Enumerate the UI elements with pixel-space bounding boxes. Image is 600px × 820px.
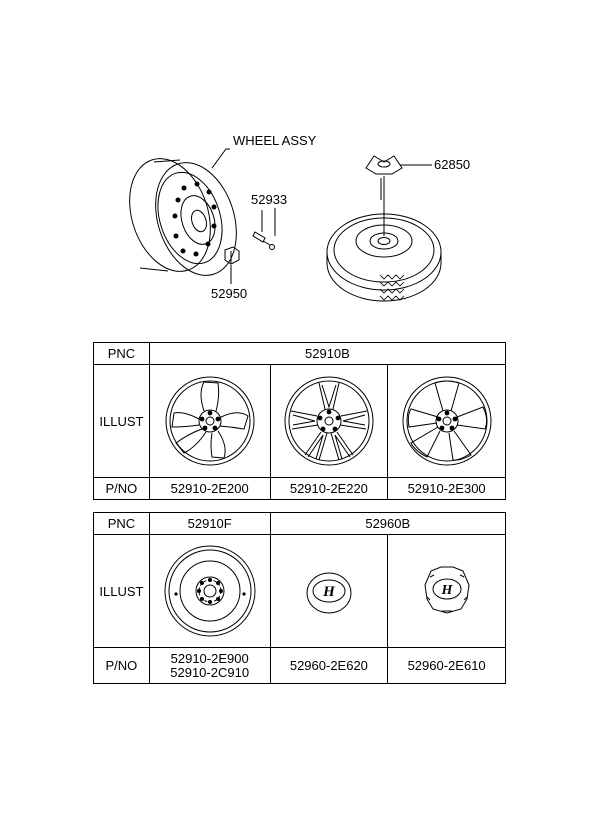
table-row [94,535,506,648]
part-number: 52910-2E900 [170,650,249,666]
illust-cell [270,365,388,478]
pnc-value: 52910F [149,513,270,535]
parts-table-52910f-52960b [93,512,506,684]
illust-header: ILLUST [94,365,150,478]
pno-header: P/NO [94,478,150,500]
table-row [94,365,506,478]
illust-cell [388,365,506,478]
illust-cell [388,535,506,648]
part-number: 52910-2C910 [170,664,250,680]
spare-tire-drawing [327,156,441,301]
center-cap-round-image [279,541,379,641]
steel-wheel-drawing [116,148,250,286]
part-number: 52960-2E610 [388,648,506,684]
illust-cell [149,535,270,648]
illust-header: ILLUST [94,535,150,648]
part-label-62850: 62850 [434,157,471,172]
part-number: 52910-2E220 [270,478,388,500]
table-row [94,513,506,535]
pnc-value: 52960B [270,513,505,535]
illust-cell [270,535,388,648]
part-label-52933: 52933 [251,192,288,207]
pno-header: P/NO [94,648,150,684]
part-label-52950: 52950 [211,286,248,301]
valve-drawing [253,232,275,250]
parts-table-52910b [93,342,506,500]
pnc-header: PNC [94,513,150,535]
part-number: 52910-2E200 [149,478,270,500]
part-number: 52960-2E620 [270,648,388,684]
part-number: 52910-2E300 [388,478,506,500]
center-cap-notched-image [397,541,497,641]
alloy-wheel-5-spoke-image [160,371,260,471]
illust-cell [149,365,270,478]
hyundai-logo: H [323,584,335,600]
steel-wheel-image [160,541,260,641]
alloy-wheel-slim-spoke-image [397,371,497,471]
pnc-header: PNC [94,343,150,365]
wheel-assembly-diagram [0,0,600,330]
alloy-wheel-double-spoke-image [279,371,379,471]
table-row [94,478,506,500]
part-number-cell [149,648,270,684]
hyundai-logo: H [441,583,453,598]
table-row [94,343,506,365]
wheel-assy-label: WHEEL ASSY [233,133,317,148]
table-row [94,648,506,684]
pnc-value: 52910B [149,343,505,365]
